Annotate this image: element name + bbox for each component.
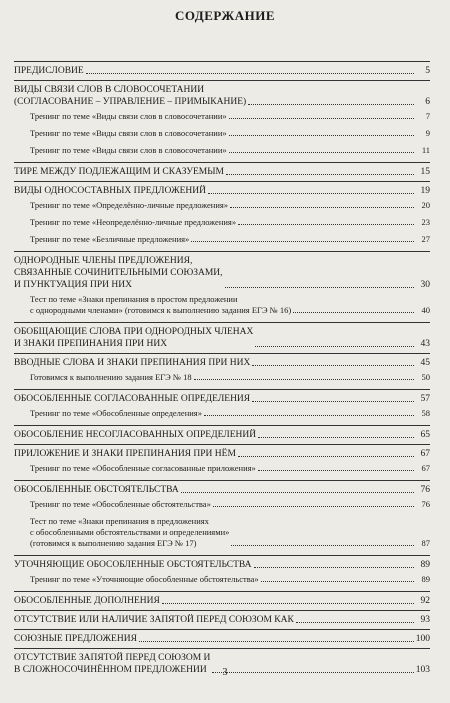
toc-entry-page: 20 [421,200,430,210]
toc-section-entry [14,357,430,369]
toc-subsection-entry [14,128,430,139]
toc-subsection-entry [14,234,430,245]
toc-section-entry [14,484,430,496]
dot-leader [254,567,414,568]
dot-leader [181,492,414,493]
dot-leader [229,118,414,119]
toc-entry-page: 5 [425,66,430,76]
toc-entry-title: Тренинг по теме «Обособленные согласованные приложения» [30,463,256,473]
toc-section-entry [14,84,430,108]
toc-entry-title: ОБОСОБЛЕННЫЕ ОБСТОЯТЕЛЬСТВА [14,485,179,495]
toc-entry-title: ОДНОРОДНЫЕ ЧЛЕНЫ ПРЕДЛОЖЕНИЯ, СВЯЗАННЫЕ СОЧИНИТЕЛЬНЫМИ СОЮЗАМИ, И ПУНКТУАЦИЯ ПРИ НИХ [14,256,223,290]
section-divider [14,648,430,649]
toc-section-entry [14,166,430,178]
dot-leader [162,603,414,604]
section-divider [14,480,430,481]
toc-subsection-entry [14,463,430,474]
toc-entry-title: Тренинг по теме «Виды связи слов в словосочетании» [30,145,227,155]
section-divider [14,251,430,252]
toc-entry-title: ПРИЛОЖЕНИЕ И ЗНАКИ ПРЕПИНАНИЯ ПРИ НЁМ [14,449,236,459]
toc-entry-title: Тренинг по теме «Уточняющие обособленные обстоятельства» [30,574,259,584]
dot-leader [213,506,414,507]
toc-entry-page: 92 [420,596,430,606]
dot-leader [208,193,414,194]
dot-leader [86,73,414,74]
dot-leader [204,415,414,416]
dot-leader [261,581,414,582]
toc-entry-title: Тренинг по теме «Определённо-личные предложения» [30,200,229,210]
dot-leader [229,135,414,136]
dot-leader [293,312,414,313]
section-divider [14,629,430,630]
section-divider [14,80,430,81]
dot-leader [191,241,414,242]
toc-entry-title: Тренинг по теме «Обособленные определения» [30,408,202,418]
toc-section-entry [14,185,430,197]
toc-subsection-entry [14,516,430,549]
page-number: 3 [222,667,228,678]
toc-entry-title: ОБОБЩАЮЩИЕ СЛОВА ПРИ ОДНОРОДНЫХ ЧЛЕНАХ И ЗНАКИ ПРЕПИНАНИЯ ПРИ НИХ [14,327,254,349]
toc-section-entry [14,393,430,405]
section-divider [14,389,430,390]
toc-entry-title: Тренинг по теме «Обособленные обстоятельства» [30,499,211,509]
toc-entry-page: 57 [420,394,430,404]
toc-section-entry [14,633,430,645]
toc-section-entry [14,614,430,626]
table-of-contents [14,58,430,678]
toc-entry-page: 40 [421,305,430,315]
toc-entry-page: 23 [421,217,430,227]
section-divider [14,61,430,62]
toc-entry-title: ОБОСОБЛЕННЫЕ СОГЛАСОВАННЫЕ ОПРЕДЕЛЕНИЯ [14,394,251,404]
dot-leader [238,456,414,457]
toc-entry-page: 9 [425,128,430,138]
dot-leader [139,641,414,642]
toc-entry-page: 11 [421,145,430,155]
toc-entry-page: 19 [420,186,430,196]
page-title: СОДЕРЖАНИЕ [174,8,276,23]
toc-entry-page: 87 [421,538,430,548]
toc-entry-page: 89 [420,560,430,570]
toc-entry-title: Тренинг по теме «Виды связи слов в словосочетании» [30,128,227,138]
dot-leader [194,379,414,380]
section-divider [14,555,430,556]
toc-entry-page: 93 [420,615,430,625]
toc-section-entry [14,595,430,607]
dot-leader [252,401,414,402]
toc-section-entry [14,65,430,77]
toc-section-entry [14,255,430,291]
toc-section-entry [14,559,430,571]
toc-entry-page: 58 [421,408,430,418]
toc-entry-page: 30 [420,280,430,290]
toc-entry-page: 65 [420,430,430,440]
toc-entry-page: 76 [421,499,430,509]
dot-leader [258,470,414,471]
toc-entry-title: СОЮЗНЫЕ ПРЕДЛОЖЕНИЯ [14,634,137,644]
toc-entry-title: Тест по теме «Знаки препинания в предложениях с обособленными обстоятельствами и определениями» (готовимся к выполнению задания ЕГЭ № 17) [30,516,230,548]
toc-subsection-entry [14,408,430,419]
section-divider [14,322,430,323]
toc-section-entry [14,326,430,350]
section-divider [14,425,430,426]
toc-entry-title: ВВОДНЫЕ СЛОВА И ЗНАКИ ПРЕПИНАНИЯ ПРИ НИХ [14,358,251,368]
toc-entry-page: 103 [415,665,430,675]
toc-entry-page: 45 [420,358,430,368]
toc-entry-title: УТОЧНЯЮЩИЕ ОБОСОБЛЕННЫЕ ОБСТОЯТЕЛЬСТВА [14,560,252,570]
toc-section-entry [14,448,430,460]
section-divider [14,353,430,354]
dot-leader [258,437,414,438]
toc-subsection-entry [14,499,430,510]
section-divider [14,181,430,182]
toc-entry-title: ТИРЕ МЕЖДУ ПОДЛЕЖАЩИМ И СКАЗУЕМЫМ [14,167,224,177]
toc-entry-page: 67 [420,449,430,459]
toc-entry-page: 15 [420,167,430,177]
toc-entry-page: 89 [421,574,430,584]
toc-entry-page: 43 [420,339,430,349]
toc-entry-page: 100 [415,634,430,644]
toc-entry-page: 76 [420,485,430,495]
toc-entry-title: ПРЕДИСЛОВИЕ [14,66,84,76]
toc-entry-title: Тренинг по теме «Неопределённо-личные предложения» [30,217,237,227]
dot-leader [225,287,414,288]
dot-leader [230,207,414,208]
toc-entry-page: 7 [425,111,430,121]
toc-subsection-entry [14,111,430,122]
dot-leader [255,346,414,347]
toc-subsection-entry [14,217,430,228]
dot-leader [248,104,414,105]
toc-entry-title: ОБОСОБЛЕНИЕ НЕСОГЛАСОВАННЫХ ОПРЕДЕЛЕНИЙ [14,430,257,440]
toc-subsection-entry [14,574,430,585]
toc-section-entry [14,429,430,441]
toc-entry-title: Тренинг по теме «Безличные предложения» [30,234,190,244]
toc-entry-title: Готовимся к выполнению задания ЕГЭ № 18 [30,372,192,382]
dot-leader [229,152,414,153]
toc-entry-page: 27 [421,234,430,244]
toc-entry-page: 6 [425,97,430,107]
toc-entry-title: ВИДЫ СВЯЗИ СЛОВ В СЛОВОСОЧЕТАНИИ (СОГЛАСОВАНИЕ – УПРАВЛЕНИЕ – ПРИМЫКАНИЕ) [14,85,247,107]
dot-leader [231,545,414,546]
toc-subsection-entry [14,294,430,316]
section-divider [14,162,430,163]
toc-entry-title: ВИДЫ ОДНОСОСТАВНЫХ ПРЕДЛОЖЕНИЙ [14,186,206,196]
toc-entry-title: Тренинг по теме «Виды связи слов в словосочетании» [30,111,227,121]
toc-subsection-entry [14,200,430,211]
toc-entry-page: 50 [421,372,430,382]
toc-subsection-entry [14,145,430,156]
section-divider [14,444,430,445]
dot-leader [226,174,414,175]
toc-entry-title: ОТСУТСТВИЕ ИЛИ НАЛИЧИЕ ЗАПЯТОЙ ПЕРЕД СОЮЗОМ КАК [14,615,294,625]
toc-entry-page: 67 [421,463,430,473]
dot-leader [238,224,414,225]
toc-entry-title: ОТСУТСТВИЕ ЗАПЯТОЙ ПЕРЕД СОЮЗОМ И В СЛОЖНОСОЧИНЁННОМ ПРЕДЛОЖЕНИИ [14,653,211,675]
toc-subsection-entry [14,372,430,383]
toc-entry-title: Тест по теме «Знаки препинания в простом предложении с однородными членами» (готовимся к выполнению задания ЕГЭ № 16) [30,294,292,315]
dot-leader [252,365,414,366]
dot-leader [296,622,414,623]
toc-entry-title: ОБОСОБЛЕННЫЕ ДОПОЛНЕНИЯ [14,596,160,606]
section-divider [14,591,430,592]
section-divider [14,610,430,611]
